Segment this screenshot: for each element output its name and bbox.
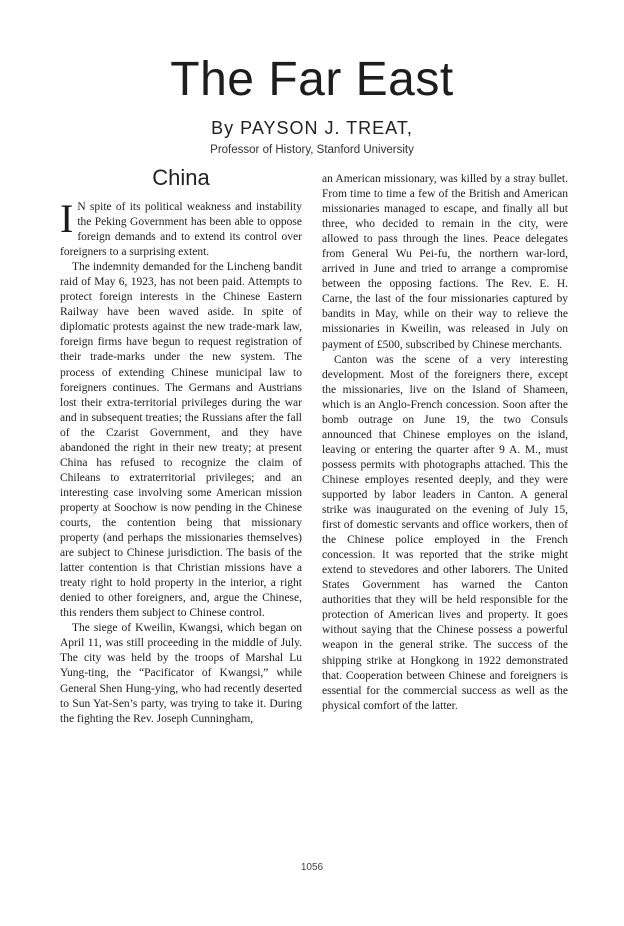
paragraph-text: N spite of its political weakness and instability the Peking Government has been able to oppose foreign demands and to extend its control over foreigners to a surprising extent. (60, 201, 302, 259)
paragraph: The indemnity demanded for the Lincheng bandit raid of May 6, 1923, has not been paid. Attempts to protect foreign interests in the Chinese Eastern Railway have been waved aside. In spite of diplomatic protests against the new trade-mark law, foreign firms have begun to request registration of their trade-marks under the new system. The process of extending Chinese municipal law to foreigners continues. The Germans and Austrians lost their extra-territorial privileges during the war and in subsequent treaties; the Russians after the fall of the Czarist Government, and they have abandoned the right in their new treaty; at present China has refused to recognize the claim of Chileans to extraterritorial privileges; and an interesting case involving some American mission property at Soochow is now pending in the Chinese courts, the contention being that missionary property (and perhaps the missionaries themselves) are subject to Chinese jurisdiction. The basis of the latter contention is that Christian missions have a treaty right to hold property in the interior, a right denied to other foreigners, and, argue the Chinese, this renders them subject to Chinese control. (60, 261, 302, 620)
right-column (322, 172, 568, 714)
page-number: 1056 (300, 862, 324, 873)
paragraph: Canton was the scene of a very interesting development. Most of the foreigners there, except the missionaries, live on the Island of Shameen, which is an Anglo-French concession. Soon after the bomb outrage on June 19, the two Consuls announced that Chinese employes on the island, leaving or entering the quarter after 9 A. M., must possess permits with photographs attached. This the Chinese employes resented deeply, and they were supported by labor leaders in Canton. A general strike was inaugurated on the evening of July 15, first of domestic servants and office workers, then of the Chinese police employed in the French concession. It was reported that the strike might extend to stevedores and other laborers. The United States Government has warned the Canton authorities that they will be held responsible for the protection of American lives and property. It goes without saying that the Chinese possess a powerful weapon in the general strike. The success of the shipping strike at Hongkong in 1922 demonstrated that. Cooperation between Chinese and foreigners is essential for the commercial success as well as the physical comfort of the latter. (322, 353, 568, 712)
author-byline: By PAYSON J. TREAT, (211, 118, 413, 138)
article-title: The Far East (170, 53, 454, 106)
author-affiliation: Professor of History, Stanford University (210, 144, 414, 156)
paragraph: an American missionary, was killed by a stray bullet. From time to time a few of the British and American missionaries managed to escape, and finally all but three, who decided to remain in the city, were allowed to pass through the lines. Peace delegates from General Wu Pei-fu, the northern war-lord, arrived in June and tried to arrange a compromise between the opposing factions. The Rev. E. H. Carne, the last of the four missionaries captured by bandits in May, while on their way to relieve the missionaries in Kweilin, was released in July on payment of £500, subscribed by Chinese merchants. (322, 173, 568, 351)
drop-cap: I (60, 196, 74, 241)
section-heading: China (152, 165, 210, 190)
left-column (60, 160, 302, 727)
paragraph (60, 196, 302, 260)
paragraph: The siege of Kweilin, Kwangsi, which began on April 11, was still proceeding in the middle of July. The city was held by the troops of Marshal Lu Yung-ting, the “Pacificator of Kwangsi,” while General Shen Hung-ying, who had recently deserted to Sun Yat-Sen’s party, was trying to take it. During the fighting the Rev. Joseph Cunningham, (60, 622, 302, 725)
